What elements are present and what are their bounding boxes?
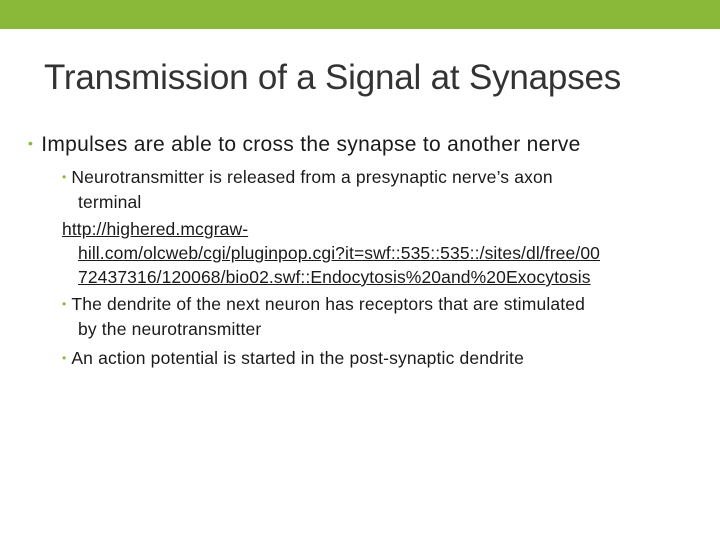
- top-accent-bar: [0, 0, 720, 29]
- bullet-icon: •: [62, 170, 67, 184]
- bullet-icon: •: [62, 351, 67, 365]
- sub-bullet-dendrite-receptors: [62, 292, 585, 341]
- sub-bullet-text: An action potential is started in the post-synaptic dendrite: [71, 348, 524, 368]
- sub-bullet-action-potential: [62, 346, 524, 371]
- slide-title: Transmission of a Signal at Synapses: [44, 58, 622, 97]
- link-line[interactable]: http://highered.mcgraw-: [62, 219, 249, 239]
- animation-link[interactable]: [62, 217, 600, 289]
- main-bullet-text: Impulses are able to cross the synapse to another nerve: [41, 133, 581, 156]
- bullet-icon: •: [62, 297, 67, 311]
- sub-bullet-text-continued: by the neurotransmitter: [78, 318, 262, 339]
- main-bullet: [28, 133, 581, 157]
- link-line[interactable]: 72437316/120068/bio02.swf::Endocytosis%20and%20Exocytosis: [78, 267, 591, 287]
- sub-bullet-text: The dendrite of the next neuron has receptors that are stimulated: [71, 294, 586, 314]
- bullet-icon: •: [28, 135, 34, 151]
- link-line[interactable]: hill.com/olcweb/cgi/pluginpop.cgi?it=swf::535::535::/sites/dl/free/00: [78, 243, 600, 263]
- sub-bullet-text: Neurotransmitter is released from a presynaptic nerve’s axon: [71, 167, 553, 187]
- sub-bullet-text-continued: terminal: [78, 191, 142, 212]
- sub-bullet-neurotransmitter: [62, 165, 553, 214]
